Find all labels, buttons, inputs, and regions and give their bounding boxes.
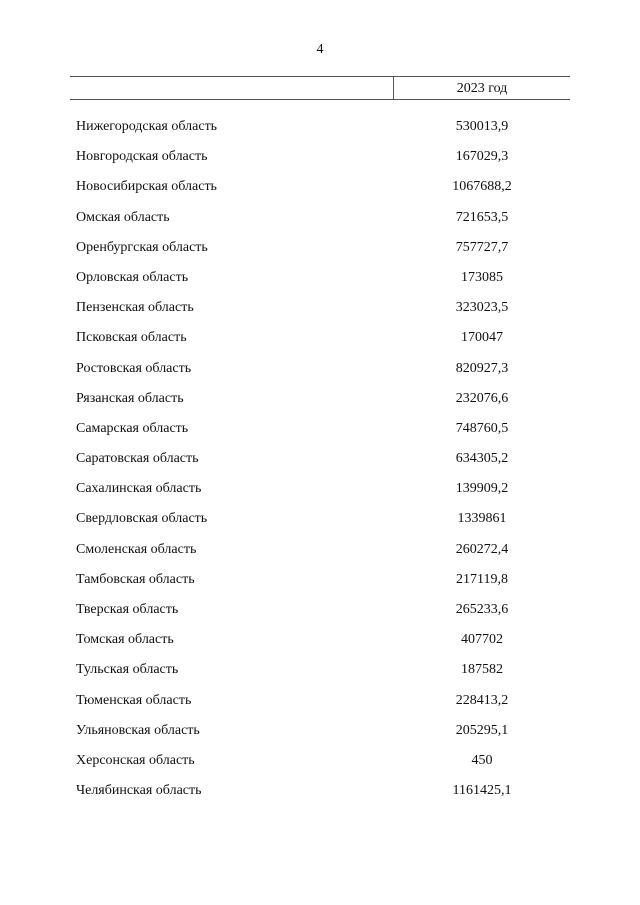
table-row [76,418,570,448]
region-name: Оренбургская область [76,239,208,255]
region-value: 232076,6 [455,390,509,406]
table-row [76,237,570,267]
region-name: Сахалинская область [76,481,202,497]
region-value: 139909,2 [455,481,509,497]
region-value: 407702 [461,632,503,648]
table-row [76,659,570,689]
region-name: Омская область [76,209,170,225]
table-row [76,116,570,146]
region-name: Челябинская область [76,783,202,799]
region-value: 530013,9 [455,119,509,134]
table-row [76,267,570,297]
table-row [76,508,570,538]
region-value: 187582 [461,662,503,678]
region-name: Ульяновская область [76,722,200,738]
region-value: 260272,4 [455,541,509,557]
region-value: 173085 [461,269,503,285]
table-row [76,599,570,629]
region-name: Смоленская область [76,541,197,557]
table-row [76,750,570,780]
region-name: Тульская область [76,662,179,678]
table-row [76,629,570,659]
region-value: 167029,3 [455,149,509,165]
region-value: 265233,6 [455,602,509,617]
region-value: 820927,3 [455,360,509,376]
region-name: Тверская область [76,602,179,617]
region-value: 634305,2 [455,451,509,467]
region-name: Тамбовская область [76,571,195,587]
table-row [76,327,570,357]
region-name: Новгородская область [76,149,208,165]
table-row [76,690,570,720]
table-row [76,448,570,478]
region-name: Самарская область [76,420,189,436]
region-value: 1339861 [457,511,507,527]
region-value: 1161425,1 [452,783,512,799]
region-value: 205295,1 [455,722,509,738]
region-value: 323023,5 [455,300,509,316]
region-name: Орловская область [76,269,189,285]
table-row [76,780,570,810]
table-row [76,146,570,176]
table-row [76,539,570,569]
region-value: 450 [471,752,493,768]
region-name: Тюменская область [76,692,192,708]
region-value: 721653,5 [455,209,509,225]
region-value: 170047 [461,330,503,346]
table-row [76,297,570,327]
region-value: 757727,7 [455,239,509,255]
region-value: 228413,2 [455,692,509,708]
table-row [76,478,570,508]
table-body [76,116,570,810]
region-name: Томская область [76,632,174,648]
column-header-year: 2023 год [456,81,508,96]
region-value: 217119,8 [456,571,508,587]
table-row [76,207,570,237]
page-number: 4 [316,42,324,57]
table-row [76,176,570,206]
region-name: Саратовская область [76,451,199,467]
region-name: Рязанская область [76,390,184,406]
table-header [70,76,570,100]
region-name: Псковская область [76,330,187,346]
region-name: Херсонская область [76,752,195,768]
region-name: Свердловская область [76,511,208,527]
table-row [76,358,570,388]
region-value: 1067688,2 [452,179,512,195]
table-row [76,720,570,750]
table-row [76,569,570,599]
region-name: Пензенская область [76,300,194,316]
region-name: Новосибирская область [76,179,217,195]
table-row [76,388,570,418]
region-value: 748760,5 [455,420,509,436]
region-name: Ростовская область [76,360,192,376]
region-name: Нижегородская область [76,119,218,134]
